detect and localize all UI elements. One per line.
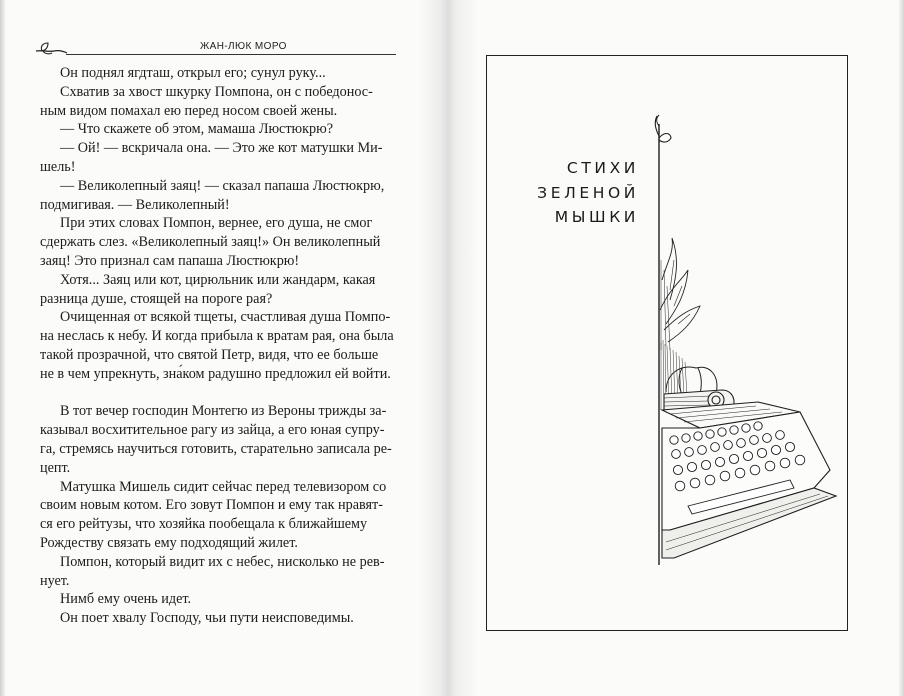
paragraph: Он поет хвалу Господу, чьи пути неисповедимы. [60,610,354,627]
paragraph: Схватив за хвост шкурку Помпона, он с победонос- ным видом помахал ею перед носом своей жены. [40,83,373,119]
right-page-edge [898,0,904,696]
section-title-line: МЫШКИ [554,208,639,226]
running-header [34,38,396,58]
plant-leaves [660,238,700,350]
paragraph: Помпон, который видит их с небес, нисколько не рев- нует. [40,553,385,589]
typewriter [662,390,836,558]
book-gutter-shadow [418,0,478,696]
paragraph: При этих словах Помпон, вернее, его душа, не смог сдержать слез. «Великолепный заяц!» Он великолепный заяц! Это признал сам папаша Люстюкрю! [40,215,381,269]
section-break [40,384,398,403]
paragraph: Хотя... Заяц или кот, цирюльник или жандарм, какая разница душе, стоящей на пороге рая? [40,271,376,307]
paragraph: — Что скажете об этом, мамаша Люстюкрю? [60,121,334,138]
header-rule [66,54,396,55]
paragraph: — Великолепный заяц! — сказал папаша Люстюкрю, подмигивая. — Великолепный! [40,177,385,213]
typewriter-illustration [630,110,845,610]
paragraph: Очищенная от всякой тщеты, счастливая душа Помпо- на неслась к небу. И когда прибыла к вратам рая, она была такой прозрачной, что святой Петр, видя, что ее больше не в чем упрекнуть, зна́ком радушно предложил ей войти. [40,309,394,382]
section-title [0,156,639,230]
running-header-author: ЖАН-ЛЮК МОРО [200,41,287,52]
section-title-line: СТИХИ [566,159,639,177]
left-page-text [40,64,398,628]
paragraph: Матушка Мишель сидит сейчас перед телевизором со своим новым котом. Его зовут Помпон и ему так нравят- ся его рейтузы, что хозяйка пообещала к ближайшему Рождеству связать ему подходящий жилет. [40,478,387,551]
paragraph: Нимб ему очень идет. [60,591,192,608]
leaf-ornament-icon [34,40,68,56]
paragraph: — Ой! — вскричала она. — Это же кот матушки Ми- шель! [40,140,383,175]
section-title-line: ЗЕЛЕНОЙ [537,183,639,202]
paragraph: Он поднял ягдташ, открыл его; сунул руку... [60,65,326,81]
left-page-edge [0,0,6,696]
paragraph: В тот вечер господин Монтегю из Вероны трижды за- казывал восхитительное рагу из зайца, а его юная супру- га, стремясь научиться готовить, старательно записала ре- цепт. [40,403,392,476]
